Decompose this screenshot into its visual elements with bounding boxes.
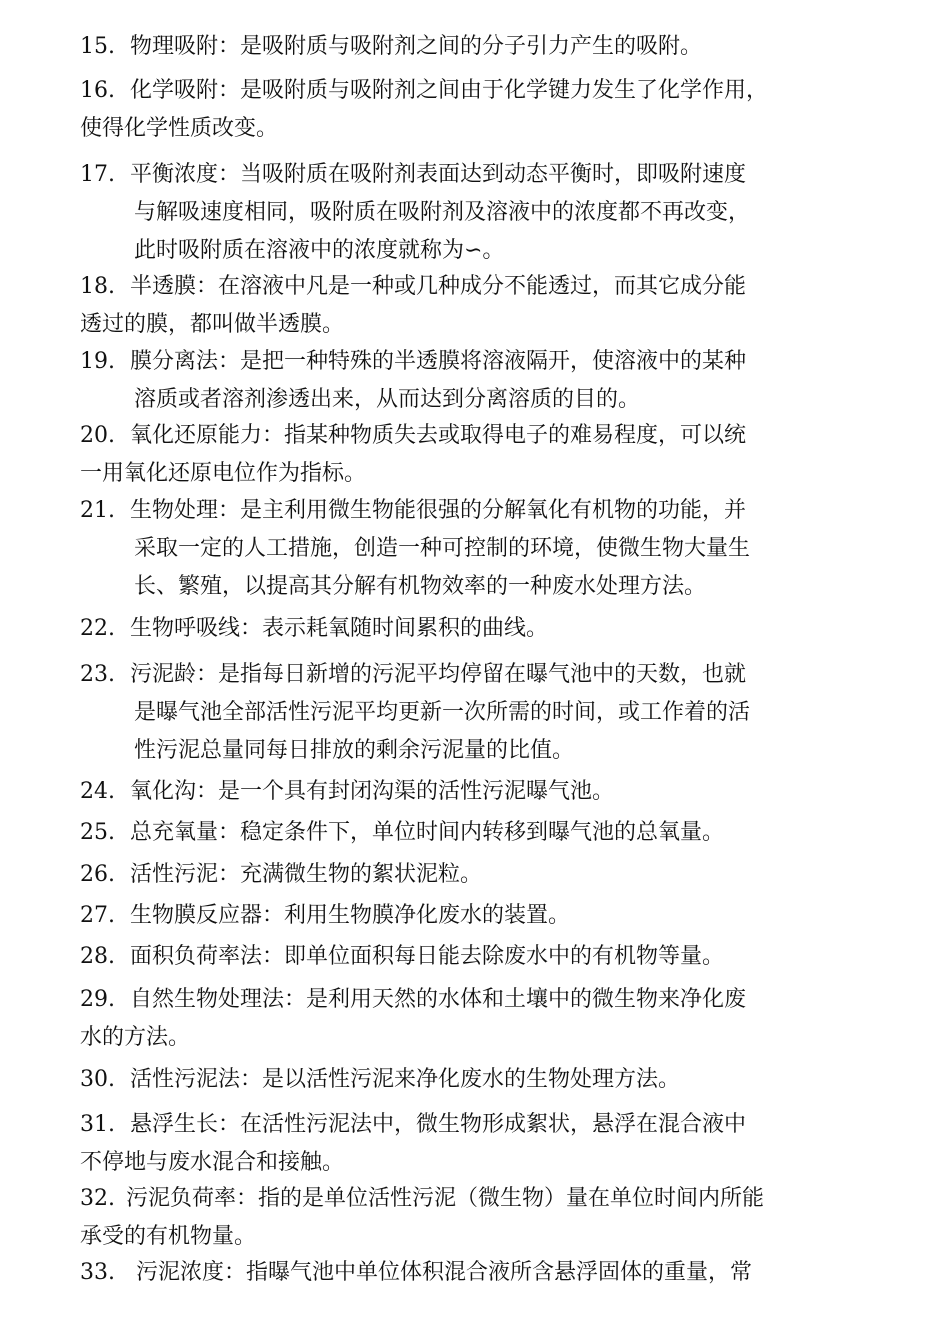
definition-25 <box>80 814 870 852</box>
entry-number: 22. <box>80 616 115 641</box>
entry-text: 采取一定的人工措施，创造一种可控制的环境，使微生物大量生 <box>134 536 751 561</box>
entry-number: 29. <box>80 987 115 1012</box>
entry-number: 16. <box>80 78 115 103</box>
entry-number: 15. <box>80 34 115 59</box>
definition-15 <box>80 28 870 66</box>
entry-number: 24. <box>80 779 115 804</box>
entry-text: 化学吸附：是吸附质与吸附剂之间由于化学键力发生了化学作用， <box>130 78 769 103</box>
entry-number: 19. <box>80 349 115 374</box>
entry-text: 污泥负荷率：指的是单位活性污泥（微生物）量在单位时间内所能 <box>126 1186 765 1211</box>
entry-text: 物理吸附：是吸附质与吸附剂之间的分子引力产生的吸附。 <box>130 34 703 59</box>
entry-text: 半透膜：在溶液中凡是一种或几种成分不能透过，而其它成分能 <box>130 274 747 299</box>
entry-text: 平衡浓度：当吸附质在吸附剂表面达到动态平衡时，即吸附速度 <box>130 162 747 187</box>
definition-20 <box>80 417 870 493</box>
entry-number: 26. <box>80 862 115 887</box>
definition-18 <box>80 268 870 344</box>
entry-text: 污泥龄：是指每日新增的污泥平均停留在曝气池中的天数，也就 <box>130 662 747 687</box>
definition-30 <box>80 1061 870 1099</box>
entry-number: 20. <box>80 423 115 448</box>
definition-33 <box>80 1254 870 1292</box>
entry-number: 27. <box>80 903 115 928</box>
entry-text: 是曝气池全部活性污泥平均更新一次所需的时间，或工作着的活 <box>134 700 751 725</box>
entry-number: 23. <box>80 662 115 687</box>
definition-32 <box>80 1180 870 1256</box>
entry-text: 生物呼吸线：表示耗氧随时间累积的曲线。 <box>130 616 549 641</box>
entry-text: 使得化学性质改变。 <box>80 116 279 141</box>
entry-text: 生物处理：是主利用微生物能很强的分解氧化有机物的功能，并 <box>130 498 747 523</box>
entry-text: 溶质或者溶剂渗透出来，从而达到分离溶质的目的。 <box>134 387 641 412</box>
definition-27 <box>80 897 870 935</box>
entry-text: 与解吸速度相同，吸附质在吸附剂及溶液中的浓度都不再改变， <box>134 200 751 225</box>
entry-text: 总充氧量：稳定条件下，单位时间内转移到曝气池的总氧量。 <box>130 820 725 845</box>
definition-23 <box>80 656 870 770</box>
definition-16 <box>80 72 870 148</box>
entry-text: 自然生物处理法：是利用天然的水体和土壤中的微生物来净化废 <box>130 987 747 1012</box>
definition-17 <box>80 156 870 270</box>
entry-number: 33. <box>80 1260 115 1285</box>
entry-text: 面积负荷率法：即单位面积每日能去除废水中的有机物等量。 <box>130 944 725 969</box>
entry-text: 活性污泥：充满微生物的絮状泥粒。 <box>130 862 483 887</box>
entry-number: 32. <box>80 1186 115 1211</box>
definition-22 <box>80 610 870 648</box>
entry-number: 18. <box>80 274 115 299</box>
entry-text: 承受的有机物量。 <box>80 1224 257 1249</box>
entry-text: 长、繁殖，以提高其分解有机物效率的一种废水处理方法。 <box>134 574 707 599</box>
entry-text: 此时吸附质在溶液中的浓度就称为∽。 <box>134 238 505 263</box>
entry-number: 25. <box>80 820 115 845</box>
definition-26 <box>80 856 870 894</box>
entry-number: 30. <box>80 1067 115 1092</box>
definition-19 <box>80 343 870 419</box>
entry-text: 活性污泥法：是以活性污泥来净化废水的生物处理方法。 <box>130 1067 681 1092</box>
entry-number: 28. <box>80 944 115 969</box>
entry-text: 悬浮生长：在活性污泥法中，微生物形成絮状，悬浮在混合液中 <box>130 1112 747 1137</box>
entry-text: 膜分离法：是把一种特殊的半透膜将溶液隔开，使溶液中的某种 <box>130 349 747 374</box>
definition-24 <box>80 773 870 811</box>
entry-text: 氧化还原能力：指某种物质失去或取得电子的难易程度，可以统 <box>130 423 747 448</box>
entry-number: 21. <box>80 498 115 523</box>
entry-text: 性污泥总量同每日排放的剩余污泥量的比值。 <box>134 738 575 763</box>
entry-number: 17. <box>80 162 115 187</box>
definition-28 <box>80 938 870 976</box>
entry-text: 不停地与废水混合和接触。 <box>80 1150 345 1175</box>
definition-29 <box>80 981 870 1057</box>
entry-text: 氧化沟：是一个具有封闭沟渠的活性污泥曝气池。 <box>130 779 615 804</box>
entry-text: 污泥浓度：指曝气池中单位体积混合液所含悬浮固体的重量，常 <box>136 1260 753 1285</box>
definition-21 <box>80 492 870 606</box>
entry-text: 一用氧化还原电位作为指标。 <box>80 461 367 486</box>
entry-text: 透过的膜，都叫做半透膜。 <box>80 312 345 337</box>
entry-number: 31. <box>80 1112 115 1137</box>
entry-text: 水的方法。 <box>80 1025 191 1050</box>
entry-text: 生物膜反应器：利用生物膜净化废水的装置。 <box>130 903 571 928</box>
definition-31 <box>80 1106 870 1182</box>
